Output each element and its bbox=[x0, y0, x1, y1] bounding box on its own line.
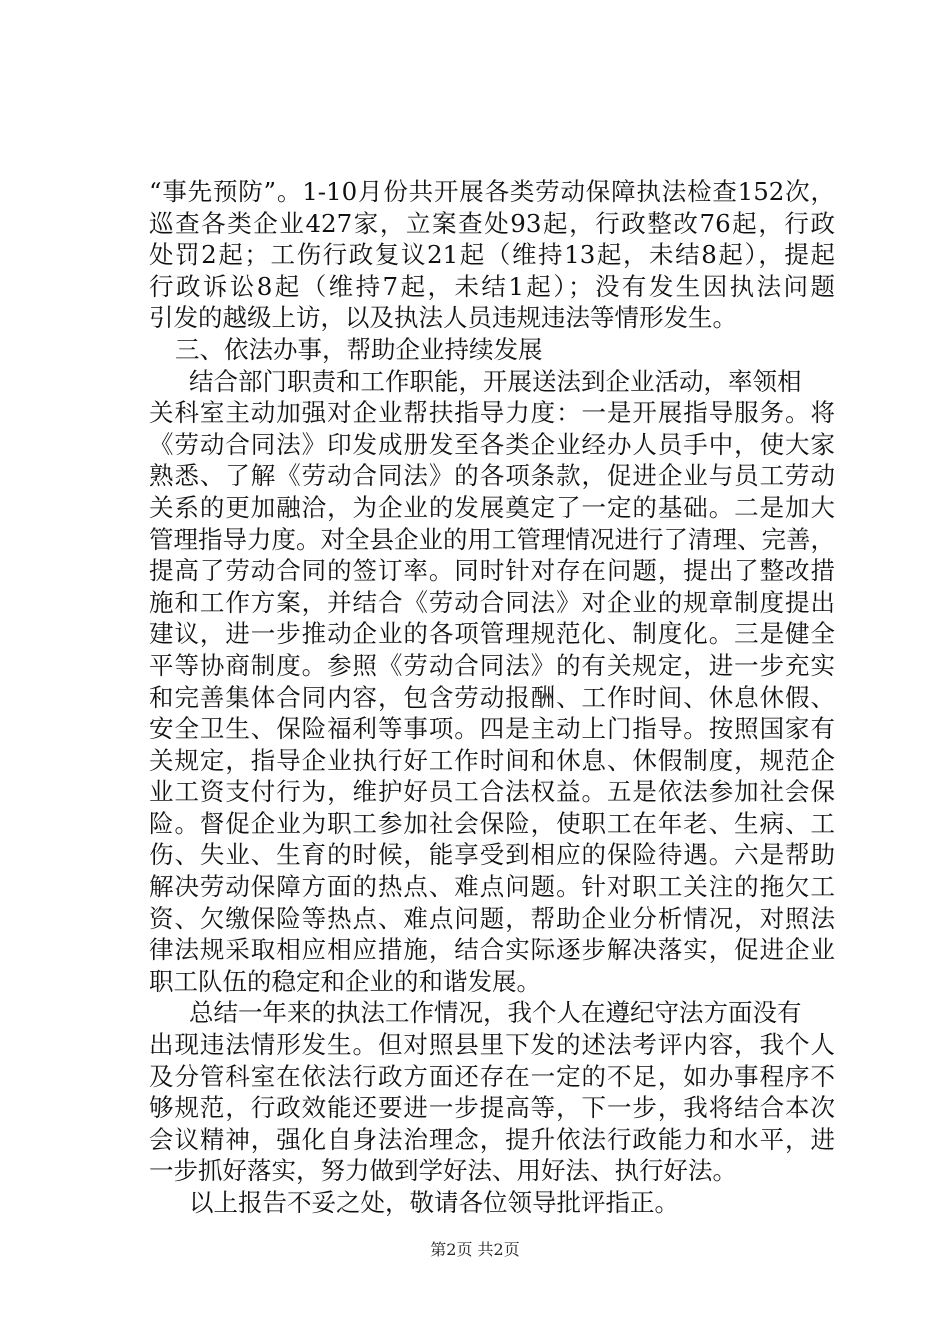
text-line: 业工资支付行为，维护好员工合法权益。五是依法参加社会保 bbox=[149, 777, 835, 807]
text-line: 以上报告不妥之处，敬请各位领导批评指正。 bbox=[189, 1188, 679, 1217]
text-line: 管理指导力度。对全县企业的用工管理情况进行了清理、完善， bbox=[149, 524, 835, 554]
text-line: 熟悉、了解《劳动合同法》的各项条款，促进企业与员工劳动 bbox=[149, 461, 835, 491]
text-line: 引发的越级上访，以及执法人员违规违法等情形发生。 bbox=[149, 303, 737, 333]
text-line: 施和工作方案，并结合《劳动合同法》对企业的规章制度提出 bbox=[149, 587, 835, 617]
text-line: 伤、失业、生育的时候，能享受到相应的保险待遇。六是帮助 bbox=[149, 840, 835, 870]
text-line: 建议，进一步推动企业的各项管理规范化、制度化。三是健全 bbox=[149, 619, 835, 649]
text-line: 律法规采取相应相应措施，结合实际逐步解决落实，促进企业 bbox=[149, 935, 835, 965]
section-heading: 三、依法办事，帮助企业持续发展 bbox=[175, 334, 543, 364]
text-line: 够规范，行政效能还要进一步提高等，下一步，我将结合本次 bbox=[149, 1093, 835, 1123]
text-line: 《劳动合同法》印发成册发至各类企业经办人员手中，使大家 bbox=[149, 429, 835, 459]
text-line: 一步抓好落实，努力做到学好法、用好法、执行好法。 bbox=[149, 1156, 737, 1186]
text-line: 险。督促企业为职工参加社会保险，使职工在年老、生病、工 bbox=[149, 808, 835, 838]
text-line: 职工队伍的稳定和企业的和谐发展。 bbox=[149, 966, 541, 996]
text-line: 巡查各类企业427家，立案查处93起，行政整改76起，行政 bbox=[149, 208, 835, 238]
text-line: 结合部门职责和工作职能，开展送法到企业活动，率领相 bbox=[189, 366, 802, 396]
text-line: 关系的更加融洽，为企业的发展奠定了一定的基础。二是加大 bbox=[149, 492, 835, 522]
text-line: 平等协商制度。参照《劳动合同法》的有关规定，进一步充实 bbox=[149, 650, 835, 680]
text-line: 和完善集体合同内容，包含劳动报酬、工作时间、休息休假、 bbox=[149, 682, 835, 712]
text-line: “事先预防”。1-10月份共开展各类劳动保障执法检查152次， bbox=[149, 177, 835, 206]
document-body bbox=[149, 176, 835, 1219]
text-line: 解决劳动保障方面的热点、难点问题。针对职工关注的拖欠工 bbox=[149, 872, 835, 902]
text-line: 及分管科室在依法行政方面还存在一定的不足，如办事程序不 bbox=[149, 1061, 835, 1091]
text-line: 出现违法情形发生。但对照县里下发的述法考评内容，我个人 bbox=[149, 1030, 835, 1060]
text-line: 资、欠缴保险等热点、难点问题，帮助企业分析情况，对照法 bbox=[149, 903, 835, 933]
text-line: 行政诉讼8起（维持7起，未结1起）；没有发生因执法问题 bbox=[149, 271, 835, 301]
page-footer: 第2页 共2页 bbox=[430, 1240, 520, 1259]
text-line: 关规定，指导企业执行好工作时间和休息、休假制度，规范企 bbox=[149, 745, 835, 775]
text-line: 提高了劳动合同的签订率。同时针对存在问题，提出了整改措 bbox=[149, 556, 835, 586]
text-line: 安全卫生、保险福利等事项。四是主动上门指导。按照国家有 bbox=[149, 714, 835, 744]
text-line: 处罚2起；工伤行政复议21起（维持13起，未结8起），提起 bbox=[149, 240, 835, 270]
text-line: 关科室主动加强对企业帮扶指导力度：一是开展指导服务。将 bbox=[149, 398, 835, 428]
text-line: 总结一年来的执法工作情况，我个人在遵纪守法方面没有 bbox=[189, 998, 802, 1028]
text-line: 会议精神，强化自身法治理念，提升依法行政能力和水平，进 bbox=[149, 1124, 835, 1154]
